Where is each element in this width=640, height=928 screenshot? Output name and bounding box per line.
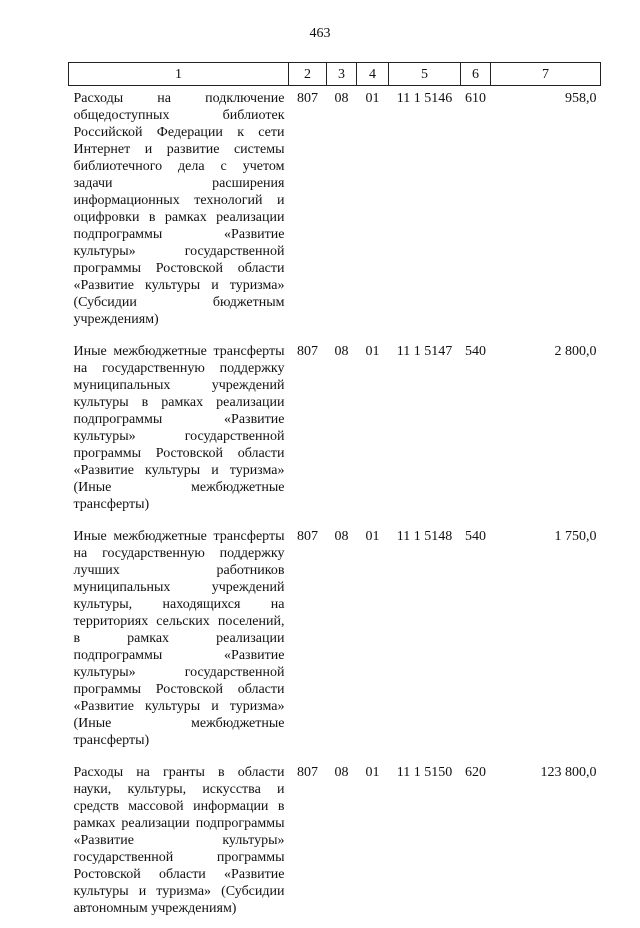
row-description: Иные межбюджетные трансферты на государственную поддержку муниципальных учреждений культуры в рамках реализации подпрограммы «Развитие культуры» государственной программы Ростовской области «Развитие культуры и туризма» (Иные межбюджетные трансферты) xyxy=(69,339,289,524)
table-row xyxy=(69,339,601,524)
row-expense-type: 610 xyxy=(461,86,491,340)
budget-table xyxy=(68,62,601,928)
row-amount: 1 750,0 xyxy=(491,524,601,760)
row-amount: 958,0 xyxy=(491,86,601,340)
col-header-target-article: 5 xyxy=(389,63,461,86)
row-section-code: 08 xyxy=(327,86,357,340)
table-header xyxy=(69,63,601,86)
row-expense-type: 540 xyxy=(461,339,491,524)
row-subsection-code: 01 xyxy=(357,86,389,340)
row-ministry-code: 807 xyxy=(289,760,327,928)
row-expense-type: 540 xyxy=(461,524,491,760)
row-ministry-code: 807 xyxy=(289,86,327,340)
row-target-article: 11 1 5150 xyxy=(389,760,461,928)
row-amount: 123 800,0 xyxy=(491,760,601,928)
row-subsection-code: 01 xyxy=(357,339,389,524)
row-section-code: 08 xyxy=(327,339,357,524)
col-header-subsection: 4 xyxy=(357,63,389,86)
row-section-code: 08 xyxy=(327,760,357,928)
row-expense-type: 620 xyxy=(461,760,491,928)
row-description: Расходы на гранты в области науки, культуры, искусства и средств массовой информации в рамках реализации подпрограммы «Развитие культуры» государственной программы Ростовской области «Развитие культуры и туризма» (Субсидии автономным учреждениям) xyxy=(69,760,289,928)
row-subsection-code: 01 xyxy=(357,524,389,760)
row-ministry-code: 807 xyxy=(289,524,327,760)
col-header-description: 1 xyxy=(69,63,289,86)
table-body xyxy=(69,86,601,928)
table-row xyxy=(69,524,601,760)
row-ministry-code: 807 xyxy=(289,339,327,524)
row-description: Иные межбюджетные трансферты на государственную поддержку лучших работников муниципальных учреждений культуры, находящихся на территориях сельских поселений, в рамках реализации подпрограммы «Развитие культуры» государственной программы Ростовской области «Развитие культуры и туризма» (Иные межбюджетные трансферты) xyxy=(69,524,289,760)
page-number: 463 xyxy=(0,26,640,42)
col-header-amount: 7 xyxy=(491,63,601,86)
table-row xyxy=(69,86,601,340)
table-row xyxy=(69,760,601,928)
col-header-section: 3 xyxy=(327,63,357,86)
header-row xyxy=(69,63,601,86)
col-header-ministry: 2 xyxy=(289,63,327,86)
row-amount: 2 800,0 xyxy=(491,339,601,524)
row-target-article: 11 1 5148 xyxy=(389,524,461,760)
row-description: Расходы на подключение общедоступных библиотек Российской Федерации к сети Интернет и развитие системы библиотечного дела с учетом задачи расширения информационных технологий и оцифровки в рамках реализации подпрограммы «Развитие культуры» государственной программы Ростовской области «Развитие культуры и туризма» (Субсидии бюджетным учреждениям) xyxy=(69,86,289,340)
col-header-expense-type: 6 xyxy=(461,63,491,86)
row-target-article: 11 1 5147 xyxy=(389,339,461,524)
row-target-article: 11 1 5146 xyxy=(389,86,461,340)
row-subsection-code: 01 xyxy=(357,760,389,928)
row-section-code: 08 xyxy=(327,524,357,760)
